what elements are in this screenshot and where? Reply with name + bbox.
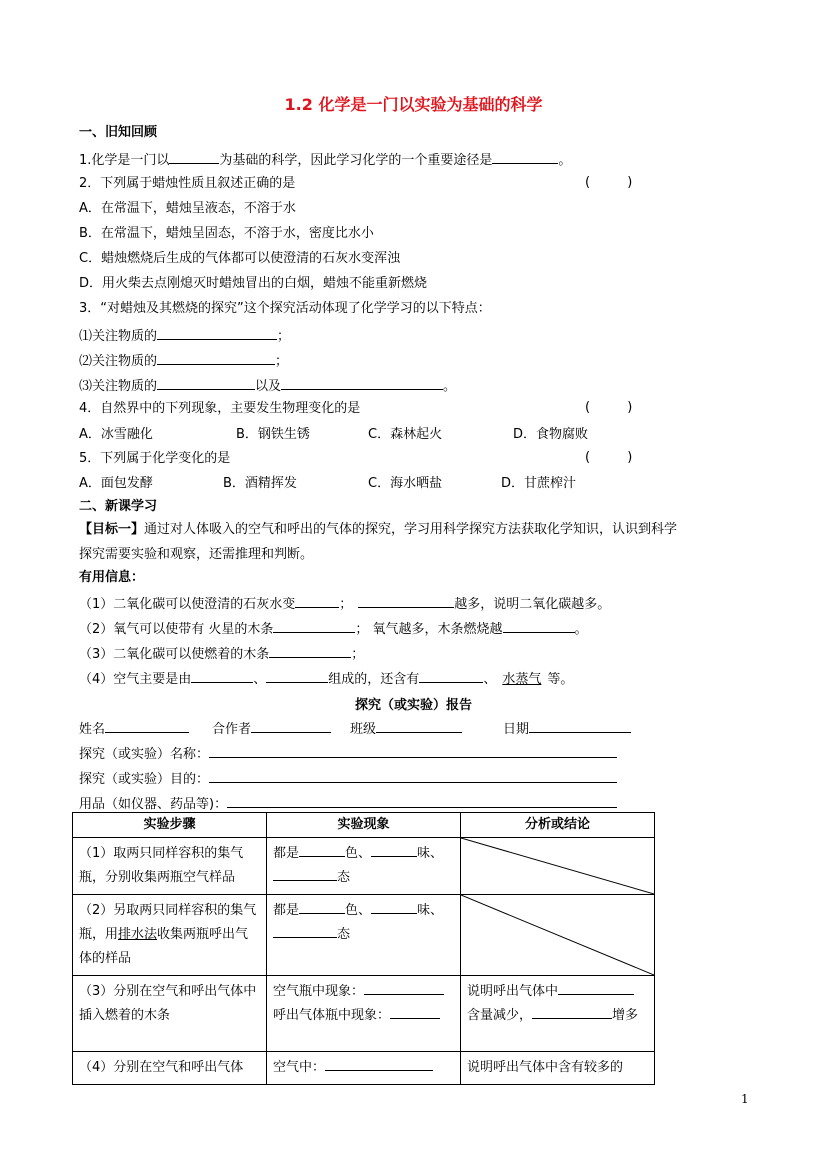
blank[interactable] (273, 619, 355, 633)
blank[interactable] (419, 669, 483, 683)
question-2-stem: 2．下列属于蜡烛性质且叙述正确的是 (79, 176, 296, 191)
observation-cell: 都是 色、 味、 态 (267, 838, 461, 895)
water-vapor-answer: 水蒸气 (502, 672, 542, 687)
blank[interactable] (169, 150, 219, 164)
blank[interactable] (325, 1057, 433, 1071)
question-1: 1.化学是一门以 为基础的科学，因此学习化学的一个重要途径是 。 (79, 150, 571, 170)
goal-line-1: 【目标一】通过对人体吸入的空气和呼出的气体的探究，学习用科学探究方法获取化学知识，认识到科学 (79, 522, 678, 537)
partner-field[interactable] (251, 719, 331, 733)
blank[interactable] (364, 981, 444, 995)
question-5-options (79, 475, 577, 493)
step-cell: （3）分别在空气和呼出气体中插入燃着的木条 (73, 976, 267, 1052)
option-c: C．蜡烛燃烧后生成的气体都可以使澄清的石灰水变浑浊 (79, 251, 401, 266)
observation-cell: 空气中： (267, 1052, 461, 1085)
option-d: D．甘蔗榨汁 (501, 476, 577, 491)
report-info-row: 姓名 合作者 班级 日期 (79, 719, 189, 739)
blank[interactable] (558, 981, 634, 995)
blank[interactable] (299, 900, 345, 914)
conclusion-cell-empty (461, 838, 655, 895)
option-d: D．用火柴去点刚熄灭时蜡烛冒出的白烟，蜡烛不能重新燃烧 (79, 276, 428, 291)
table-row (73, 976, 655, 1052)
blank[interactable] (390, 1005, 440, 1019)
question-5-stem: 5．下列属于化学变化的是 (79, 451, 231, 466)
blank[interactable] (299, 843, 345, 857)
diagonal-line (461, 895, 654, 975)
name-field[interactable] (105, 719, 189, 733)
observation-cell: 都是 色、 味、 态 (267, 895, 461, 976)
question-3-item-1: ⑴关注物质的 ； (79, 326, 290, 346)
question-3-stem: 3．“对蜡烛及其燃烧的探究”这个探究活动体现了化学学习的以下特点： (79, 301, 491, 316)
step-cell: （1）取两只同样容积的集气瓶，分别收集两瓶空气样品 (73, 838, 267, 895)
info-2: （2）氧气可以使带有 火星的木条 ； 氧气越多，木条燃烧越 。 (79, 619, 588, 639)
report-title: 探究（或实验）报告 (354, 698, 472, 713)
observation-cell: 空气瓶中现象： 呼出气体瓶中现象： (267, 976, 461, 1052)
blank[interactable] (503, 619, 575, 633)
conclusion-cell: 说明呼出气体中 含量减少， 增多 (461, 976, 655, 1052)
option-c: C．海水晒盐 (368, 476, 443, 491)
exp-name-row: 探究（或实验）名称： (79, 744, 617, 764)
conclusion-cell: 说明呼出气体中含有较多的 (461, 1052, 655, 1085)
question-3-item-3: ⑶关注物质的 以及 。 (79, 376, 456, 396)
table-header-row (73, 813, 655, 838)
blank[interactable] (295, 594, 339, 608)
section-new-learning: 二、新课学习 (79, 499, 158, 514)
exp-goal-field[interactable] (209, 769, 617, 783)
answer-paren[interactable]: ( ) (585, 450, 633, 465)
question-3-item-2: ⑵关注物质的 ； (79, 351, 288, 371)
table-header: 实验步骤 (73, 813, 267, 838)
blank[interactable] (191, 669, 253, 683)
exp-name-field[interactable] (209, 744, 617, 758)
useful-info-title: 有用信息： (79, 570, 145, 585)
blank[interactable] (273, 924, 337, 938)
option-d: D．食物腐败 (513, 427, 589, 442)
goal-line-2: 探究需要实验和观察，还需推理和判断。 (79, 547, 314, 562)
blank[interactable] (157, 326, 277, 340)
blank[interactable] (157, 376, 255, 390)
blank[interactable] (532, 1005, 612, 1019)
supplies-row: 用品（如仪器、药品等)： (79, 794, 617, 814)
option-c: C．森林起火 (368, 427, 443, 442)
date-field[interactable] (529, 719, 631, 733)
answer-paren[interactable]: ( ) (585, 400, 633, 415)
step-cell: （2）另取两只同样容积的集气瓶，用排水法收集两瓶呼出气体的样品 (73, 895, 267, 976)
page-title: 1.2 化学是一门以实验为基础的科学 (284, 95, 543, 114)
blank[interactable] (371, 843, 417, 857)
step-cell: （4）分别在空气和呼出气体 (73, 1052, 267, 1085)
blank[interactable] (492, 150, 558, 164)
option-a: A．冰雪融化 (79, 427, 153, 442)
table-row (73, 838, 655, 895)
option-b: B．在常温下，蜡烛呈固态，不溶于水，密度比水小 (79, 226, 374, 241)
blank[interactable] (371, 900, 417, 914)
diagonal-line (461, 838, 654, 894)
option-b: B．酒精挥发 (223, 476, 297, 491)
blank[interactable] (266, 669, 328, 683)
page-number: 1 (741, 1092, 749, 1106)
table-row (73, 895, 655, 976)
section-review: 一、旧知回顾 (79, 125, 158, 140)
blank[interactable] (281, 376, 443, 390)
experiment-table (72, 812, 655, 1085)
question-4-stem: 4．自然界中的下列现象，主要发生物理变化的是 (79, 401, 361, 416)
table-header: 实验现象 (267, 813, 461, 838)
goal-tag: 【目标一】 (79, 522, 145, 537)
info-1: （1）二氧化碳可以使澄清的石灰水变 ； 越多，说明二氧化碳越多。 (79, 594, 610, 614)
class-field[interactable] (376, 719, 462, 733)
blank[interactable] (269, 644, 351, 658)
supplies-field[interactable] (227, 794, 617, 808)
exp-goal-row: 探究（或实验）目的： (79, 769, 617, 789)
table-header: 分析或结论 (461, 813, 655, 838)
blank[interactable] (358, 594, 454, 608)
question-4-options (79, 426, 589, 444)
option-a: A．在常温下，蜡烛呈液态，不溶于水 (79, 201, 296, 216)
conclusion-cell-empty (461, 895, 655, 976)
blank[interactable] (157, 351, 275, 365)
blank[interactable] (273, 867, 337, 881)
info-4: （4）空气主要是由 、 组成的，还含有 、 水蒸气 等。 (79, 669, 573, 689)
table-row (73, 1052, 655, 1085)
info-3: （3）二氧化碳可以使燃着的木条 ； (79, 644, 364, 664)
option-b: B．钢铁生锈 (236, 427, 310, 442)
option-a: A．面包发酵 (79, 476, 153, 491)
answer-paren[interactable]: ( ) (585, 175, 633, 190)
